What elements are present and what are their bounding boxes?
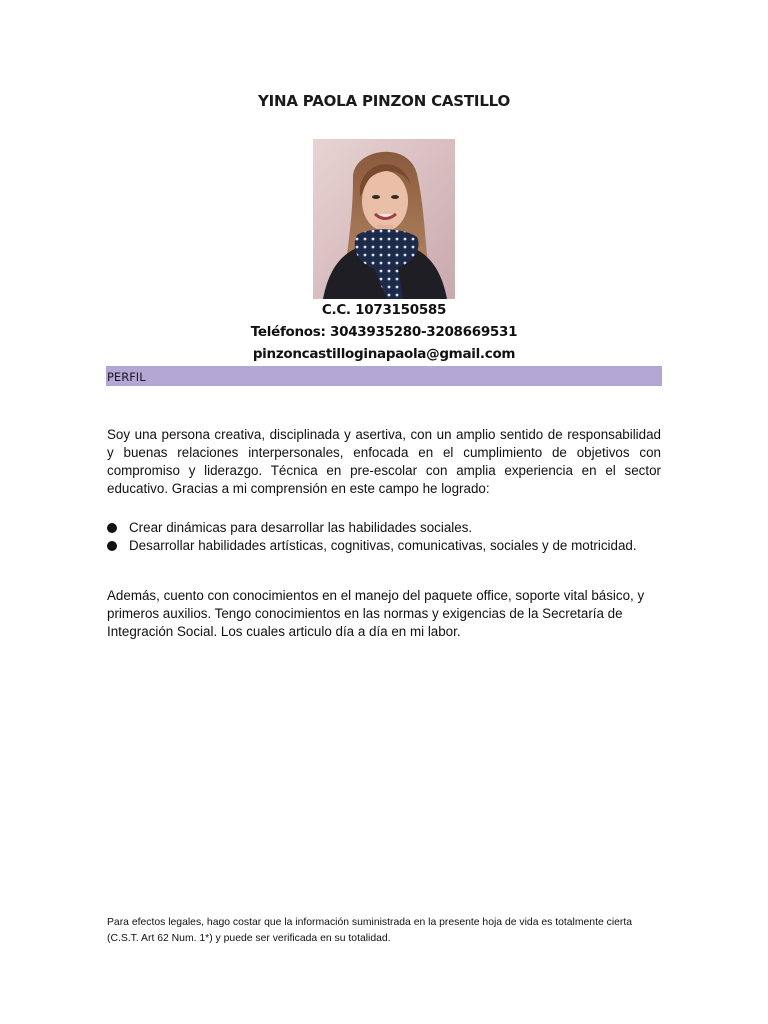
bullet-icon (107, 541, 117, 551)
list-item (107, 537, 667, 555)
section-title: PERFIL (107, 370, 146, 384)
legal-footer: Para efectos legales, hago costar que la información suministrada en la presente hoja de vida es totalmente cierta (C.S.T. Art 62 Num. 1*) y puede ser verificada en su totalidad. (107, 917, 633, 944)
list-item-text: Desarrollar habilidades artísticas, cognitivas, comunicativas, sociales y de motricidad. (129, 538, 637, 553)
profile-closing: Además, cuento con conocimientos en el manejo del paquete office, soporte vital básico, y primeros auxilios. Tengo conocimientos en las normas y exigencias de la Secretaría de Integración Social. Los cuales articulo día a día en mi labor. (107, 588, 645, 639)
bullet-icon (107, 523, 117, 533)
achievements-list (107, 519, 667, 555)
section-header-perfil (106, 366, 662, 386)
email-address: pinzoncastillоginapaola@gmail.com (252, 346, 516, 362)
list-item-text: Crear dinámicas para desarrollar las habilidades sociales. (129, 520, 473, 535)
list-item (107, 519, 667, 537)
profile-intro: Soy una persona creativa, disciplinada y asertiva, con un amplio sentido de responsabilidad y buenas relaciones interpersonales, enfocada en el cumplimiento de objetivos con compromiso y liderazgo. Técnica en pre-escolar con amplia experiencia en el sector educativo. Gracias a mi comprensión en este campo he logrado: (107, 427, 661, 496)
id-number: C.C. 1073150585 (321, 302, 447, 318)
candidate-name: YINA PAOLA PINZON CASTILLO (257, 92, 511, 110)
phone-numbers: Teléfonos: 3043935280-3208669531 (250, 324, 518, 340)
portrait-photo (313, 139, 455, 299)
